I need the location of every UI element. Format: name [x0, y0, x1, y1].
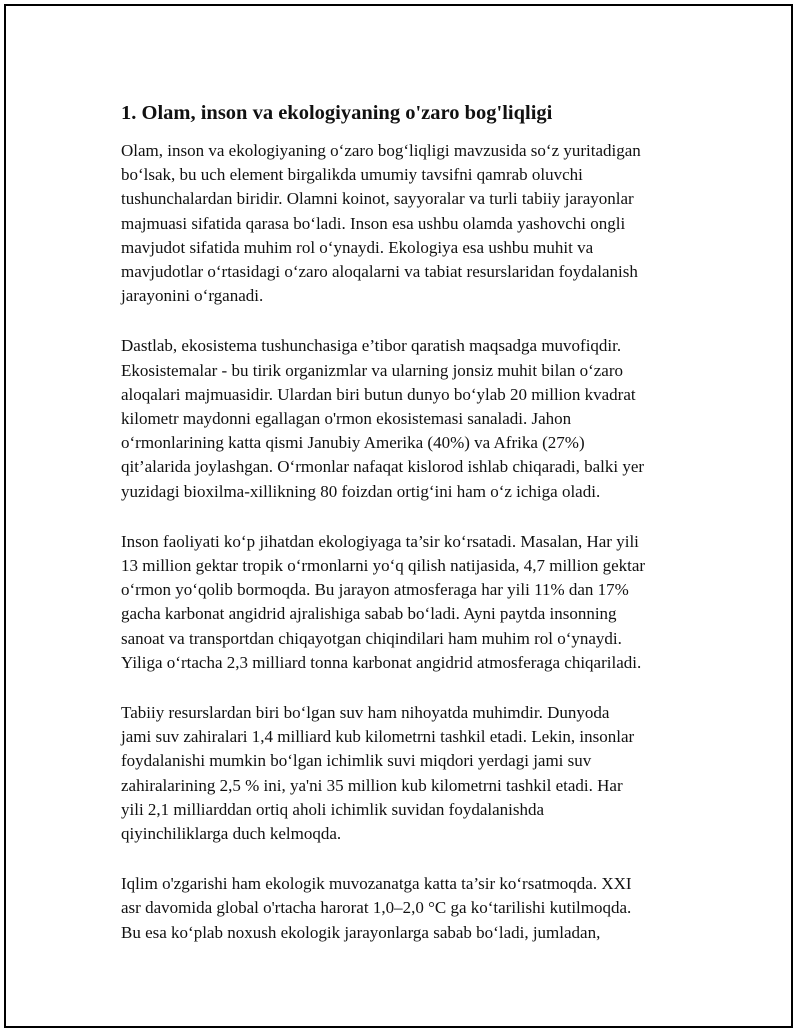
text-line: foydalanishi mumkin bo‘lgan ichimlik suvi miqdori yerdagi jami suv: [121, 751, 592, 771]
page-frame: [4, 4, 793, 1028]
text-line: qit’alarida joylashgan. O‘rmonlar nafaqat kislorod ishlab chiqaradi, balki yer: [121, 457, 645, 477]
section-title: 1. Olam, inson va ekologiyaning o'zaro bog'liqligi: [121, 102, 553, 124]
text-line: Iqlim o'zgarishi ham ekologik muvozanatga katta ta’sir ko‘rsatmoqda. XXI: [121, 874, 632, 894]
document-body: [121, 99, 701, 971]
text-line: jarayonini o‘rganadi.: [121, 286, 264, 306]
paragraph-intro: [121, 139, 701, 308]
text-line: kilometr maydonni egallagan o'rmon ekosistemasi sanaladi. Jahon: [121, 409, 572, 429]
text-line: asr davomida global o'rtacha harorat 1,0–2,0 °C ga ko‘tarilishi kutilmoqda.: [121, 898, 632, 918]
text-line: Inson faoliyati ko‘p jihatdan ekologiyaga ta’sir ko‘rsatadi. Masalan, Har yili: [121, 531, 639, 551]
text-line: yili 2,1 milliarddan ortiq aholi ichimlik suvidan foydalanishda: [121, 799, 545, 819]
text-line: zahiralarining 2,5 % ini, ya'ni 35 million kub kilometrni tashkil etadi. Har: [121, 775, 623, 795]
text-line: Bu esa ko‘plab noxush ekologik jarayonlarga sabab bo‘ladi, jumladan,: [121, 922, 601, 942]
text-line: mavjudot sifatida muhim rol o‘ynaydi. Ekologiya esa ushbu muhit va: [121, 237, 594, 257]
text-line: Dastlab, ekosistema tushunchasiga e’tibor qaratish maqsadga muvofiqdir.: [121, 336, 622, 356]
text-line: mavjudotlar o‘rtasidagi o‘zaro aloqalarni va tabiat resurslaridan foydalanish: [121, 262, 638, 282]
text-line: Ekosistemalar - bu tirik organizmlar va ularning jonsiz muhit bilan o‘zaro: [121, 360, 623, 380]
text-line: tushunchalardan biridir. Olamni koinot, sayyoralar va turli tabiiy jarayonlar: [121, 189, 634, 209]
text-line: bo‘lsak, bu uch element birgalikda umumiy tavsifni qamrab oluvchi: [121, 165, 583, 185]
paragraph-climate: [121, 872, 701, 945]
text-line: o‘rmonlarining katta qismi Janubiy Amerika (40%) va Afrika (27%): [121, 433, 585, 453]
text-line: gacha karbonat angidrid ajralishiga sabab bo‘ladi. Ayni paytda insonning: [121, 604, 617, 624]
paragraph-water: [121, 701, 701, 846]
text-line: Tabiiy resurslardan biri bo‘lgan suv ham nihoyatda muhimdir. Dunyoda: [121, 703, 610, 723]
text-line: o‘rmon yo‘qolib bormoqda. Bu jarayon atmosferaga har yili 11% dan 17%: [121, 580, 629, 600]
text-line: sanoat va transportdan chiqayotgan chiqindilari ham muhim rol o‘ynaydi.: [121, 628, 622, 648]
paragraph-ecosystem: [121, 334, 701, 503]
text-line: aloqalari majmuasidir. Ulardan biri butun dunyo bo‘ylab 20 million kvadrat: [121, 384, 636, 404]
text-line: Yiliga o‘rtacha 2,3 milliard tonna karbonat angidrid atmosferaga chiqariladi.: [121, 652, 642, 672]
text-line: qiyinchiliklarga duch kelmoqda.: [121, 824, 342, 844]
paragraph-human-activity: [121, 530, 701, 675]
text-line: 13 million gektar tropik o‘rmonlarni yo‘q qilish natijasida, 4,7 million gektar: [121, 556, 646, 576]
text-line: Olam, inson va ekologiyaning o‘zaro bog‘liqligi mavzusida so‘z yuritadigan: [121, 141, 641, 160]
text-line: jami suv zahiralari 1,4 milliard kub kilometrni tashkil etadi. Lekin, insonlar: [121, 727, 635, 747]
text-line: yuzidagi bioxilma-xillikning 80 foizdan ortig‘ini ham o‘z ichiga oladi.: [121, 481, 601, 501]
text-line: majmuasi sifatida qarasa bo‘ladi. Inson esa ushbu olamda yashovchi ongli: [121, 213, 626, 233]
